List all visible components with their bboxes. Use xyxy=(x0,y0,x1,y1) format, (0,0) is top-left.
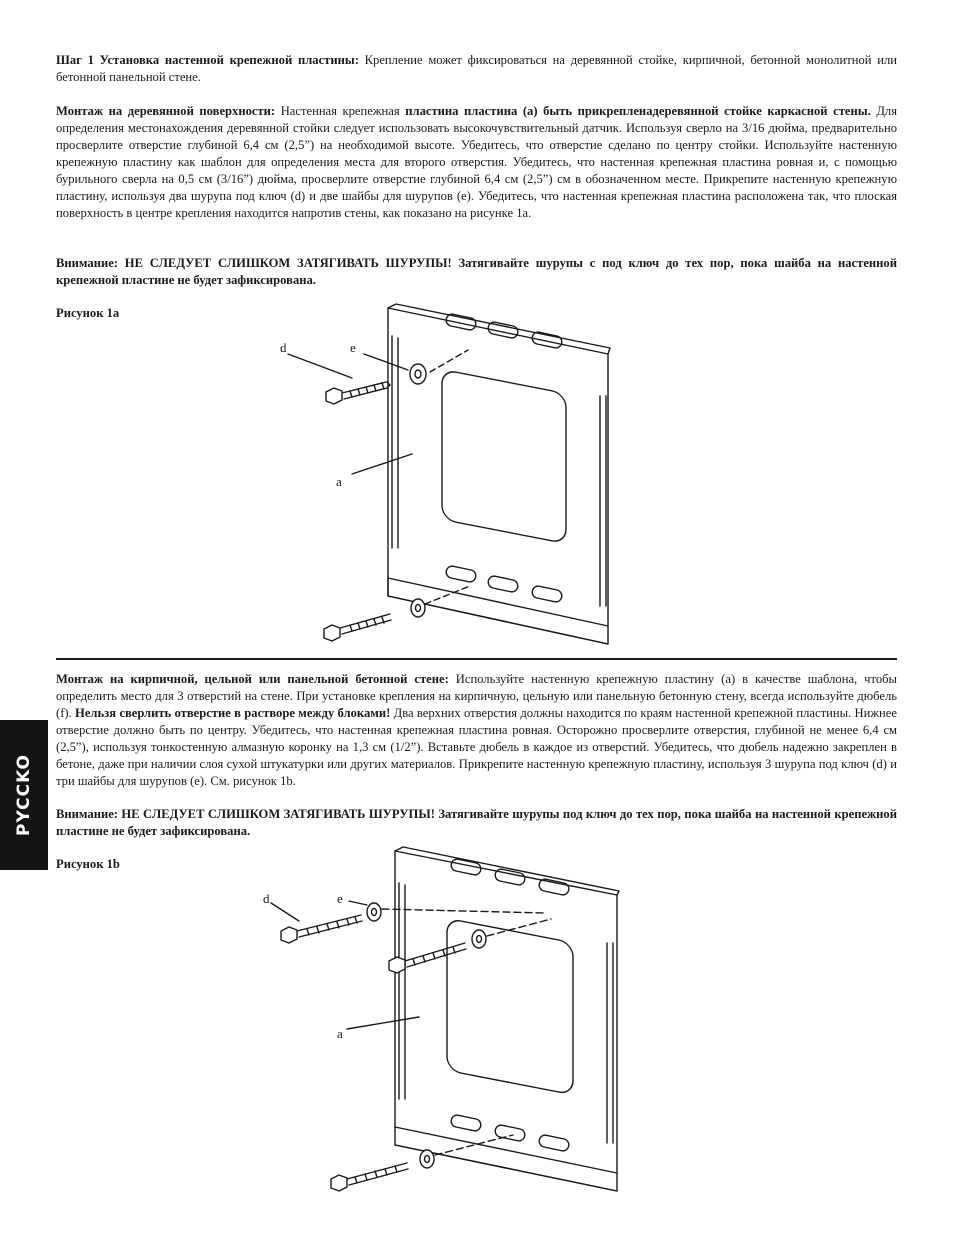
step1-text: Крепление может фиксироваться на деревянной стойке, кирпичной, бетонной монолитной или бетонной панельной стене. xyxy=(56,53,897,84)
wall-plate-1a xyxy=(388,304,610,644)
washer-upper-1a xyxy=(410,364,426,384)
washer-top-left-1b xyxy=(367,903,381,921)
brick-mount-lead: Монтаж на кирпичной, цельной или панельной бетонной стене: xyxy=(56,672,449,686)
callout-a-1a: a xyxy=(336,474,342,489)
warning-1: Внимание: НЕ СЛЕДУЕТ СЛИШКОМ ЗАТЯГИВАТЬ ШУРУПЫ! Затягивайте шурупы с под ключ до тех пор, пока шайба на настенной крепежной пластине не будет зафиксирована. xyxy=(56,256,897,287)
wood-mount-lead: Монтаж на деревянной поверхности: xyxy=(56,104,276,118)
wood-mount-text-1: Настенная крепежная xyxy=(275,104,406,118)
leader-d-1a xyxy=(288,354,352,378)
wood-mount-bold-1: пластина пластина (a) быть прикрепленадеревянной стойке каркасной стены. xyxy=(405,104,871,118)
figure-1b-diagram xyxy=(255,843,635,1198)
callout-d-1b: d xyxy=(263,891,270,906)
washer-top-right-1b xyxy=(472,930,486,948)
callout-a-1b: a xyxy=(337,1026,343,1041)
figure-1b-label: Рисунок 1b xyxy=(56,857,120,871)
brick-mount-paragraph xyxy=(56,671,897,790)
step1-paragraph xyxy=(56,52,897,86)
warning-2: Внимание: НЕ СЛЕДУЕТ СЛИШКОМ ЗАТЯГИВАТЬ ШУРУПЫ! Затягивайте шурупы под ключ до тех пор, пока шайба на настенной крепежной пластине не будет зафиксирована. xyxy=(56,807,897,838)
lag-screw-upper-1a xyxy=(326,382,390,404)
section-divider xyxy=(56,658,897,660)
step1-lead: Шаг 1 Установка настенной крепежной пластины: xyxy=(56,53,359,67)
lag-screw-lower-1a xyxy=(324,614,391,641)
wall-plate-1b xyxy=(395,847,619,1191)
washer-bottom-1b xyxy=(420,1150,434,1168)
language-side-tab-label: PYCCKO xyxy=(14,754,35,836)
brick-mount-text-1: Используйте настенную крепежную пластину (a) в качестве шаблона, чтобы определить место для 3 отверстий на стене. При установке крепления на кирпичную, цельную или панельную бетонную стену, всегда используйте дюбель (f). xyxy=(56,672,898,720)
brick-mount-bold-1: Нельзя сверлить отверстие в растворе между блоками! xyxy=(75,706,391,720)
leader-e-1b xyxy=(349,901,367,905)
callout-e-1b: e xyxy=(337,891,343,906)
brick-mount-text-2: Два верхних отверстия должны находится по краям настенной крепежной пластины. Нижнее отверстие должно быть по центру. Убедитесь, что настенная крепежная пластина ровная. Осторожно просверлите отверстия, глубиной не менее 6,4 см (2,5”), используя тонкостенную алмазную коронку на 1,3 см (1/2”). Вставьте дюбель в каждое из отверстий. Убедитесь, что дюбель надежно закреплен в бетоне, даже при наличии слоя сухой штукатурки или других материалов. Прикрепите настенную крепежную пластину, используя 3 шурупа под ключ (d) и три шайбы для шурупов (e). См. рисунок 1b. xyxy=(56,706,897,788)
leader-d-1b xyxy=(271,903,299,921)
callout-d-1a: d xyxy=(280,340,287,355)
wood-mount-paragraph xyxy=(56,103,897,222)
lag-screw-top-left-1b xyxy=(281,915,362,943)
figure-1a-diagram xyxy=(270,296,630,648)
lag-screw-bottom-1b xyxy=(331,1163,408,1191)
wood-mount-text-2: Для определения местонахождения деревянной стойки следует использовать высокочувствительный датчик. Используя сверло на 3/16 дюйма, предварительно просверлите отверстие глубиной 6,4 см (2,5”) на необходимой высоте. Убедитесь, что отверстие сделано по центру стойки. Используйте настенную крепежную пластину как шаблон для определения места для второго отверстия. Убедитесь, что настенная крепежная пластина ровная и, с помощью бурильного сверла на 0,5 см (3/16”) дюйма, просверлите отверстие глубиной 6,4 см (2,5”) см в обозначенном месте. Прикрепите настенную крепежную пластину, используя два шурупа под ключ (d) и две шайбы для шурупов (e). Убедитесь, что настенная крепежная пластина расположена так, что плоская поверхность в центре крепления находится напротив стены, как показано на рисунке 1a. xyxy=(56,104,897,220)
callout-e-1a: e xyxy=(350,340,356,355)
language-side-tab xyxy=(0,720,48,870)
washer-lower-1a xyxy=(411,599,425,617)
figure-1a-label: Рисунок 1a xyxy=(56,306,120,320)
